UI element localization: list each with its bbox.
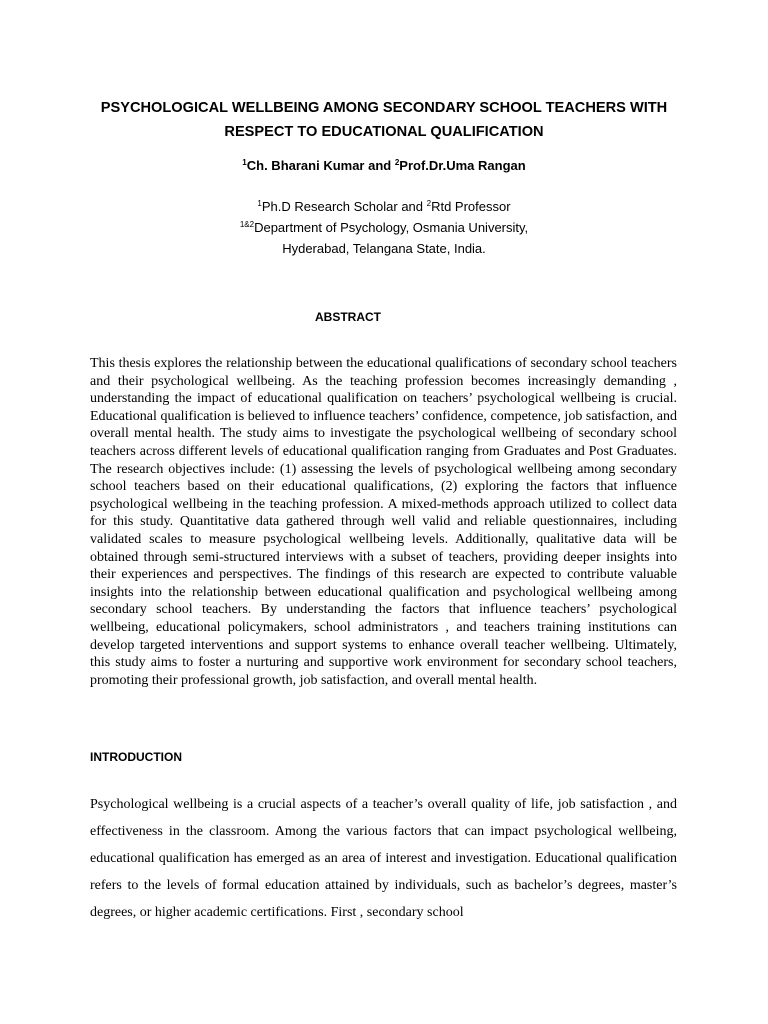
role-1: Ph.D Research Scholar and — [261, 199, 427, 214]
department-marker: 1&2 — [239, 220, 255, 229]
abstract-body: This thesis explores the relationship between the educational qualifications of secondary school teachers and their psychological wellbeing. As the teaching profession becomes increasingly demanding , understanding the impact of educational qualification on teachers’ psychological wellbeing is crucial. Educational qualification is believed to influence teachers’ confidence, competence, job satisfaction, and overall mental health. The study aims to investigate the psychological wellbeing of secondary school teachers across different levels of educational qualification ranging from Graduates and Post Graduates. The research objectives include: (1) assessing the levels of psychological wellbeing among secondary school teachers based on their educational qualifications, (2) exploring the factors that influence psychological wellbeing in the teaching profession. A mixed-methods approach utilized to collect data for this study. Quantitative data gathered through well valid and reliable questionnaires, including validated scales to measure psychological wellbeing levels. Additionally, qualitative data will be obtained through semi-structured interviews with a subset of teachers, providing deeper insights into their experiences and perspectives. The findings of this research are expected to contribute valuable insights into the relationship between educational qualification and psychological wellbeing among secondary school teachers. By understanding the factors that influence teachers’ psychological wellbeing, educational policymakers, school administrators , and teachers training institutions can develop targeted interventions and support systems to enhance overall teacher wellbeing. Ultimately, this study aims to foster a nurturing and supportive work environment for secondary school teachers, promoting their professional growth, job satisfaction, and overall mental health. — [90, 356, 677, 688]
author-2-name: Prof.Dr.Uma Rangan — [399, 158, 526, 173]
role-2-marker: 2 — [426, 199, 432, 208]
author-2-marker: 2 — [394, 158, 400, 167]
affiliation-roles — [60, 196, 708, 217]
paper-title-line-2: RESPECT TO EDUCATIONAL QUALIFICATION — [224, 124, 544, 140]
author-1-marker: 1 — [242, 158, 247, 167]
introduction-heading: INTRODUCTION — [90, 750, 182, 764]
author-line — [60, 157, 708, 175]
paper-title — [60, 96, 708, 144]
paper-title-line-1: PSYCHOLOGICAL WELLBEING AMONG SECONDARY SCHOOL TEACHERS WITH — [100, 100, 668, 116]
affiliation-department — [60, 217, 708, 238]
role-1-marker: 1 — [257, 199, 262, 208]
affiliation-location: Hyderabad, Telangana State, India. — [282, 241, 486, 256]
role-2: Rtd Professor — [431, 199, 511, 214]
author-1-name: Ch. Bharani Kumar and — [246, 158, 395, 173]
abstract-heading: ABSTRACT — [315, 310, 381, 324]
department-name: Department of Psychology, Osmania University, — [254, 220, 529, 235]
introduction-body: Psychological wellbeing is a crucial aspects of a teacher’s overall quality of life, job satisfaction , and effectiveness in the classroom. Among the various factors that can impact psychological wellbeing, educational qualification has emerged as an area of interest and investigation. Educational qualification refers to the levels of formal education attained by individuals, such as bachelor’s degrees, master’s degrees, or higher academic certifications. First , secondary school — [90, 797, 677, 920]
affiliation-block — [60, 196, 708, 259]
